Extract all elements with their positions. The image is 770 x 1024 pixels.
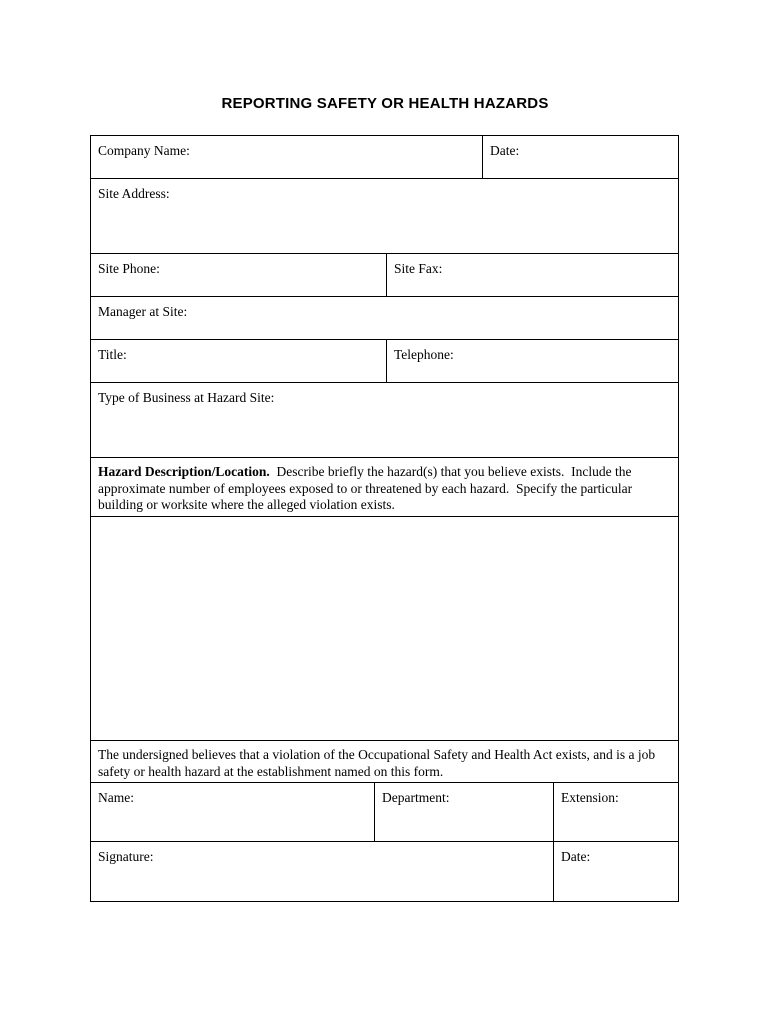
hazard-report-form: [90, 135, 679, 902]
row-manager: [91, 297, 678, 340]
department-field[interactable]: [374, 783, 553, 841]
row-site-address: [91, 179, 678, 254]
signature-date-value[interactable]: [561, 865, 671, 866]
type-of-business-value[interactable]: [98, 406, 671, 407]
type-of-business-field[interactable]: [91, 383, 678, 457]
manager-at-site-field[interactable]: [91, 297, 678, 339]
site-address-value[interactable]: [98, 202, 671, 203]
type-of-business-label: Type of Business at Hazard Site:: [98, 390, 275, 405]
site-address-label: Site Address:: [98, 186, 170, 201]
site-phone-field[interactable]: [91, 254, 386, 296]
row-type-of-business: [91, 383, 678, 458]
name-label: Name:: [98, 790, 134, 805]
department-value[interactable]: [382, 806, 546, 807]
manager-at-site-label: Manager at Site:: [98, 304, 188, 319]
hazard-description-field[interactable]: [91, 517, 678, 740]
page-title: REPORTING SAFETY OR HEALTH HAZARDS: [221, 95, 549, 112]
site-fax-label: Site Fax:: [394, 261, 443, 276]
name-value[interactable]: [98, 806, 367, 807]
site-fax-value[interactable]: [394, 277, 671, 278]
department-label: Department:: [382, 790, 450, 805]
declaration-text: The undersigned believes that a violation of the Occupational Safety and Health Act exists, and is a job safety or health hazard at the establishment named on this form.: [98, 747, 656, 779]
row-hazard-instructions: [91, 458, 678, 517]
title-value[interactable]: [98, 363, 379, 364]
signature-value[interactable]: [98, 865, 546, 866]
row-signature-date: [91, 842, 678, 901]
site-phone-label: Site Phone:: [98, 261, 160, 276]
row-declaration: [91, 741, 678, 783]
telephone-value[interactable]: [394, 363, 671, 364]
telephone-label: Telephone:: [394, 347, 454, 362]
signature-field[interactable]: [91, 842, 553, 901]
site-address-field[interactable]: [91, 179, 678, 253]
company-name-label: Company Name:: [98, 143, 190, 158]
manager-at-site-value[interactable]: [98, 320, 671, 321]
name-field[interactable]: [91, 783, 374, 841]
signature-date-label: Date:: [561, 849, 591, 864]
date-field[interactable]: [482, 136, 678, 178]
telephone-field[interactable]: [386, 340, 678, 382]
site-fax-field[interactable]: [386, 254, 678, 296]
row-hazard-description: [91, 517, 678, 741]
hazard-instructions: [91, 458, 678, 516]
date-value[interactable]: [490, 159, 671, 160]
row-name-department-extension: [91, 783, 678, 842]
hazard-description-value[interactable]: [98, 524, 671, 525]
company-name-field[interactable]: [91, 136, 482, 178]
company-name-value[interactable]: [98, 159, 475, 160]
extension-value[interactable]: [561, 806, 671, 807]
row-title-telephone: [91, 340, 678, 383]
title-label: Title:: [98, 347, 127, 362]
date-label: Date:: [490, 143, 520, 158]
row-company-date: [91, 136, 678, 179]
row-phone-fax: [91, 254, 678, 297]
site-phone-value[interactable]: [98, 277, 379, 278]
extension-label: Extension:: [561, 790, 619, 805]
title-field[interactable]: [91, 340, 386, 382]
hazard-heading: Hazard Description/Location.: [98, 464, 270, 479]
signature-date-field[interactable]: [553, 842, 678, 901]
signature-label: Signature:: [98, 849, 154, 864]
extension-field[interactable]: [553, 783, 678, 841]
hazard-instructions-text: Describe briefly the hazard(s) that you believe exists. Include the approximate number of employees exposed to or threatened by each hazard. Specify the particular building or worksite where the alleged violation exists.: [98, 464, 636, 512]
